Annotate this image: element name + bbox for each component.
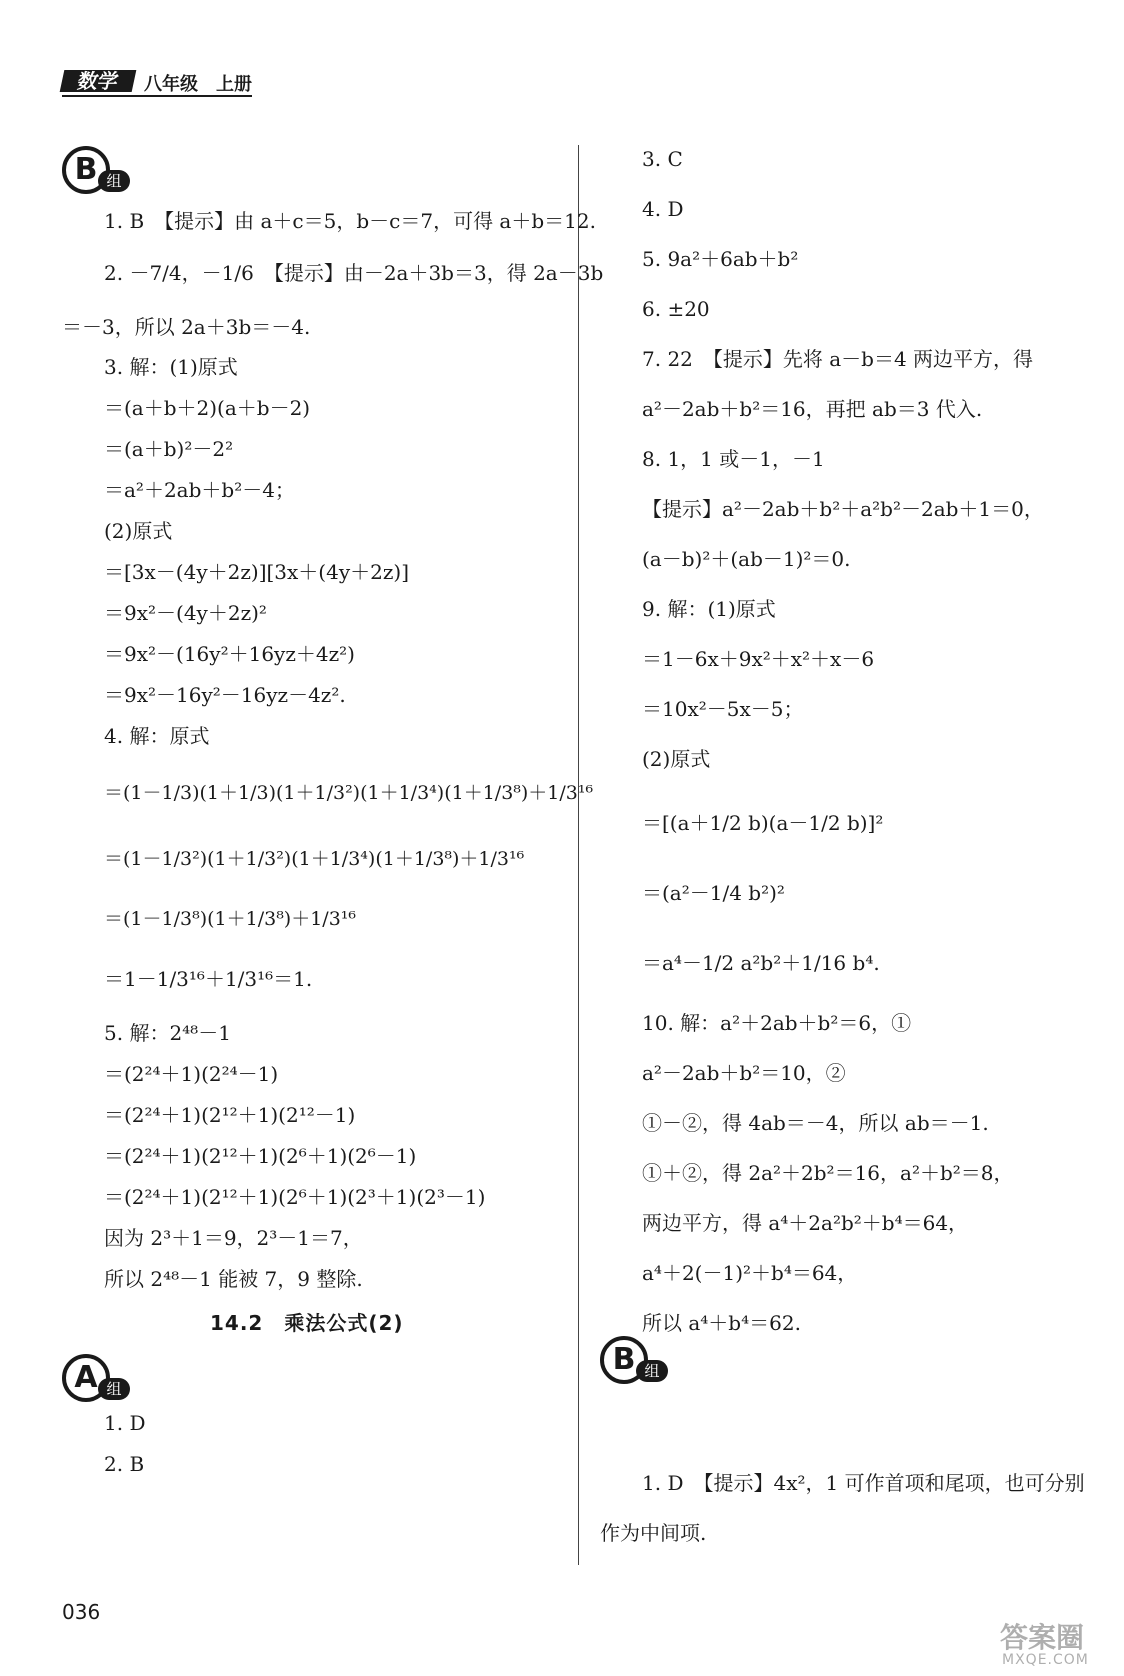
badge-group-word: 组 <box>636 1360 668 1382</box>
answer-line: 1. D 【提示】4x²，1 可作首项和尾项，也可分别 <box>642 1471 1085 1495</box>
answer-line: ＝a²＋2ab＋b²－4； <box>104 478 295 502</box>
b-group-badge-right <box>600 1336 670 1388</box>
answer-line: ＝1－6x＋9x²＋x²＋x－6 <box>642 647 875 671</box>
answer-line: 3. 解：(1)原式 <box>104 355 238 379</box>
grade-label: 八年级 上册 <box>144 74 252 95</box>
answer-line: 5. 解：2⁴⁸－1 <box>104 1021 231 1045</box>
answer-line: ＝(1－1/3)(1＋1/3)(1＋1/3²)(1＋1/3⁴)(1＋1/3⁸)＋1/3¹⁶ <box>104 782 594 804</box>
answer-line: ＝9x²－16y²－16yz－4z². <box>104 683 346 707</box>
badge-group-word: 组 <box>98 1378 130 1400</box>
answer-line: ＝(2²⁴＋1)(2¹²＋1)(2¹²－1) <box>104 1103 356 1127</box>
badge-letter: A <box>62 1354 110 1402</box>
answer-line: ①＋②，得 2a²＋2b²＝16，a²＋b²＝8， <box>642 1161 1014 1185</box>
answer-line: 2. －7/4，－1/6 【提示】由－2a＋3b＝3，得 2a－3b <box>104 261 604 285</box>
badge-group-word: 组 <box>98 170 130 192</box>
answer-line: ＝1－1/3¹⁶＋1/3¹⁶＝1. <box>104 967 313 991</box>
answer-line: 作为中间项. <box>600 1521 707 1545</box>
watermark-url: MXQE.COM <box>1002 1652 1089 1668</box>
subject-label: 数学 <box>60 70 137 92</box>
answer-line: 10. 解：a²＋2ab＋b²＝6，① <box>642 1011 912 1035</box>
section-title: 14.2 乘法公式(2) <box>210 1311 404 1335</box>
answer-line: ＝(2²⁴＋1)(2¹²＋1)(2⁶＋1)(2⁶－1) <box>104 1144 417 1168</box>
answer-line: 1. D <box>104 1411 146 1435</box>
answer-line: a²－2ab＋b²＝10，② <box>642 1061 846 1085</box>
header-rule <box>62 95 252 97</box>
answer-line: a⁴＋2(－1)²＋b⁴＝64， <box>642 1261 858 1285</box>
answer-line: 7. 22 【提示】先将 a－b＝4 两边平方，得 <box>642 347 1034 371</box>
answer-line: ＝(2²⁴＋1)(2¹²＋1)(2⁶＋1)(2³＋1)(2³－1) <box>104 1185 486 1209</box>
badge-letter: B <box>62 146 110 194</box>
a-group-badge <box>62 1354 132 1406</box>
answer-line: ＝(a²－1/4 b²)² <box>642 881 785 905</box>
answer-line: ＝9x²－(4y＋2z)² <box>104 601 267 625</box>
badge-letter: B <box>600 1336 648 1384</box>
answer-line: 因为 2³＋1＝9，2³－1＝7， <box>104 1226 363 1250</box>
answer-line: (2)原式 <box>642 747 711 771</box>
column-divider <box>578 145 579 1565</box>
answer-line: 5. 9a²＋6ab＋b² <box>642 247 799 271</box>
answer-line: ＝10x²－5x－5； <box>642 697 804 721</box>
answer-line: 所以 2⁴⁸－1 能被 7，9 整除. <box>104 1267 363 1291</box>
answer-line: ＝[3x－(4y＋2z)][3x＋(4y＋2z)] <box>104 560 409 584</box>
answer-line: ＝[(a＋1/2 b)(a－1/2 b)]² <box>642 811 884 835</box>
page-number: 036 <box>62 1600 101 1624</box>
answer-line: ＝a⁴－1/2 a²b²＋1/16 b⁴. <box>642 951 880 975</box>
answer-line: ＝9x²－(16y²＋16yz＋4z²) <box>104 642 355 666</box>
answer-line: 1. B 【提示】由 a＋c＝5，b－c＝7，可得 a＋b＝12. <box>104 209 596 233</box>
watermark-text: 答案圈 <box>1000 1621 1085 1654</box>
answer-line: ＝－3，所以 2a＋3b＝－4. <box>62 315 311 339</box>
answer-line: 4. D <box>642 197 684 221</box>
answer-line: 3. C <box>642 147 683 171</box>
answer-line: 9. 解：(1)原式 <box>642 597 776 621</box>
answer-line: 8. 1，1 或－1，－1 <box>642 447 825 471</box>
answer-line: ＝(1－1/3⁸)(1＋1/3⁸)＋1/3¹⁶ <box>104 908 357 930</box>
answer-line: 所以 a⁴＋b⁴＝62. <box>642 1311 801 1335</box>
answer-line: (a－b)²＋(ab－1)²＝0. <box>642 547 851 571</box>
answer-line: 两边平方，得 a⁴＋2a²b²＋b⁴＝64， <box>642 1211 969 1235</box>
answer-line: ＝(a＋b＋2)(a＋b－2) <box>104 396 311 420</box>
answer-line: a²－2ab＋b²＝16，再把 ab＝3 代入. <box>642 397 983 421</box>
answer-line: ＝(a＋b)²－2² <box>104 437 234 461</box>
answer-line: ＝(1－1/3²)(1＋1/3²)(1＋1/3⁴)(1＋1/3⁸)＋1/3¹⁶ <box>104 848 525 870</box>
answer-line: 【提示】a²－2ab＋b²＋a²b²－2ab＋1＝0， <box>642 497 1044 521</box>
watermark-logo <box>996 1616 1116 1668</box>
b-group-badge <box>62 146 132 198</box>
answer-line: 2. B <box>104 1452 145 1476</box>
answer-line: (2)原式 <box>104 519 173 543</box>
answer-line: 6. ±20 <box>642 297 710 321</box>
answer-line: ＝(2²⁴＋1)(2²⁴－1) <box>104 1062 279 1086</box>
answer-line: ①－②，得 4ab＝－4，所以 ab＝－1. <box>642 1111 989 1135</box>
answer-line: 4. 解：原式 <box>104 724 210 748</box>
